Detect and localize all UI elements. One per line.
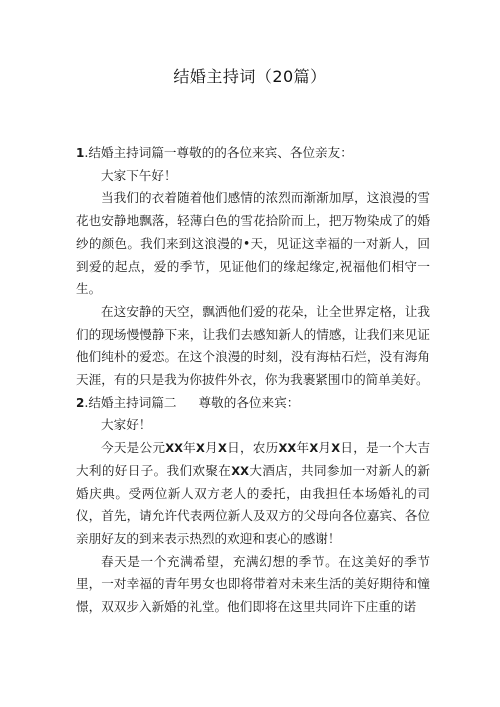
section-1-heading (76, 142, 430, 165)
section-2-greeting: 大家好！ (101, 417, 152, 433)
section-1-paragraph-2: 在这安静的天空，飘洒他们爱的花朵，让全世界定格，让我们的现场慢慢静下来，让我们去感知新人的情感，让我们来见证他们纯朴的爱恋。在这个浪漫的时刻，没有海枯石烂，没有海角天涯，有的只是我为你披件外衣，你为我裹紧围巾的简单美好。 (76, 303, 430, 388)
section-2-heading (76, 392, 430, 415)
document-body (76, 142, 430, 619)
document-title: 结婚主持词（20篇） (173, 67, 327, 86)
section-1-number: 1 (76, 146, 85, 160)
section-1-paragraph-1: 当我们的衣着随着他们感情的浓烈而渐渐加厚，这浪漫的雪花也安静地飘落，轻薄白色的雪花拾阶而上，把万物染成了的婚纱的颜色。我们来到这浪漫的•天，见证这幸福的一对新人，回到爱的起点，爱的季节，见证他们的缘起缘定,祝福他们相守一生。 (76, 190, 430, 297)
section-2-heading-text-2: 尊敬的各位来宾： (198, 394, 300, 410)
section-2-paragraph-2: 春天是一个充满希望，充满幻想的季节。在这美好的季节里，一对幸福的青年男女也即将带着对未来生活的美好期待和憧憬，双双步入新婚的礼堂。他们即将在这里共同许下庄重的诺 (76, 553, 430, 615)
section-2-heading-text: .结婚主持词篇二 (84, 394, 177, 410)
section-2-paragraph-1: 今天是公元XX年X月X日，农历XX年X月X日，是一个大吉大利的好日子。我们欢聚在XX大酒店，共同参加一对新人的新婚庆典。受两位新人双方老人的委托，由我担任本场婚礼的司仪，首先，请允许代表两位新人及双方的父母向各位嘉宾、各位亲朋好友的到来表示热烈的欢迎和衷心的感谢！ (76, 440, 431, 546)
section-2-number: 2 (76, 395, 85, 410)
section-1-heading-text: .结婚主持词篇一尊敬的的各位来宾、各位亲友： (84, 145, 353, 160)
section-1-greeting: 大家下午好！ (101, 167, 177, 183)
